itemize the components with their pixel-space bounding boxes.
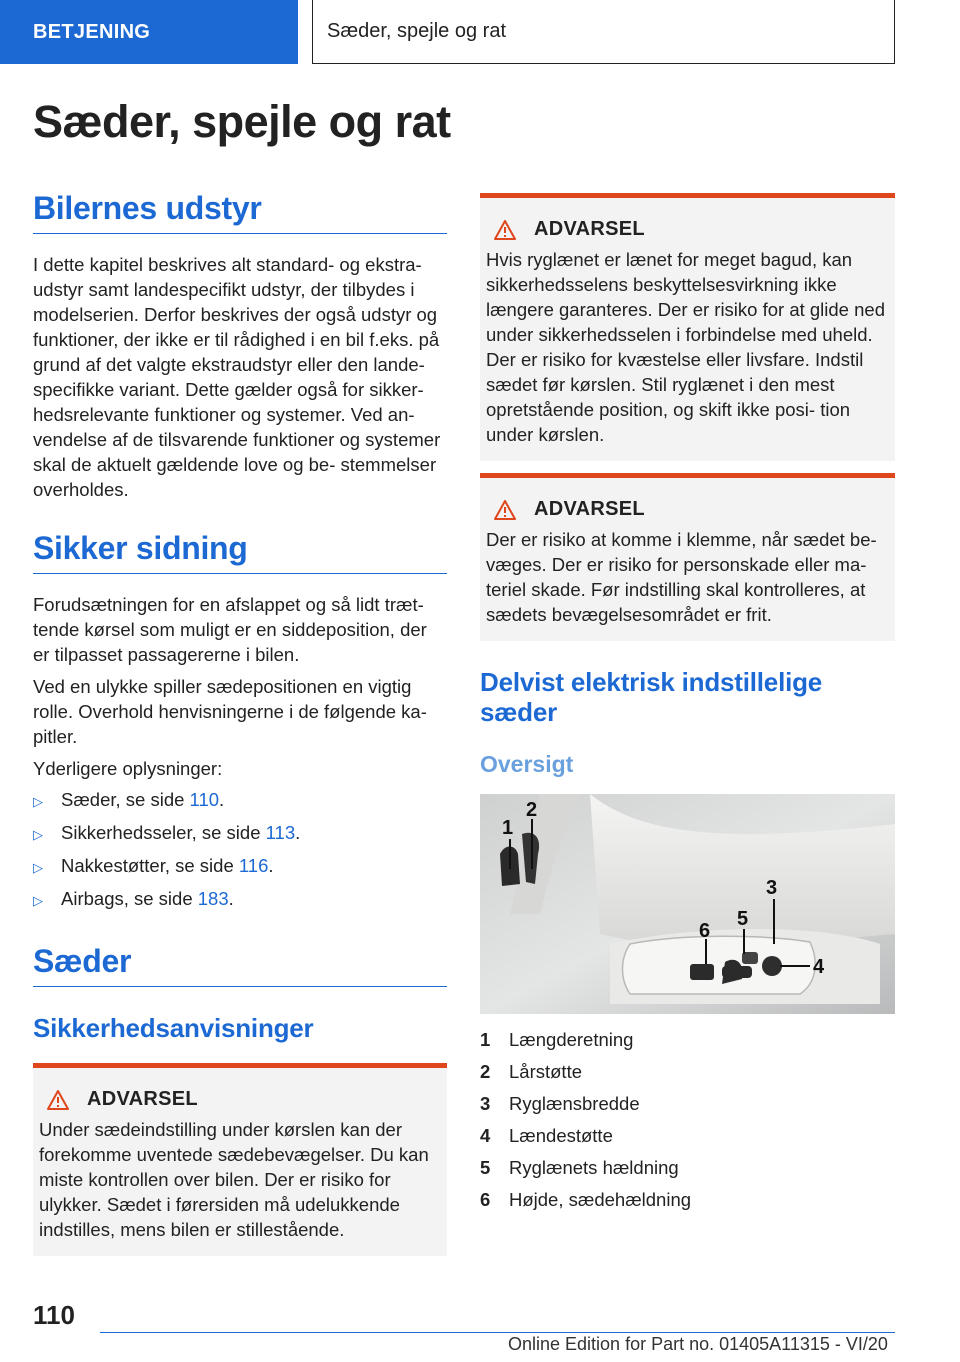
- warning-title: ADVARSEL: [534, 498, 645, 520]
- legend-label: Højde, sædehældning: [509, 1189, 692, 1210]
- triangle-bullet-icon: ▷: [33, 893, 43, 908]
- callout-4: 4: [813, 956, 825, 978]
- header-chapter-title: [312, 0, 895, 64]
- warning-text: Under sædeindstilling under kørslen kan der forekomme uventede sædebevægelser. Du kan miste kontrollen over bilen. Der er risiko for ulykker. Sædet i førersiden må udelukkende indstilles, mens bilen er stillestående.: [39, 1119, 429, 1240]
- legend-number: 6: [480, 1189, 491, 1210]
- reference-list: [33, 787, 447, 913]
- warning-text: Der er risiko at komme i klemme, når sædet be- væges. Der er risiko for personskade eller ma- teriel skade. Før indstilling skal kontrolleres, at sædets bevægelsesområdet er frit.: [486, 529, 877, 625]
- page-link[interactable]: 183: [197, 888, 229, 909]
- heading-sikker-sidning: Sikker sidning: [33, 530, 447, 574]
- legend-label: Lårstøtte: [509, 1061, 582, 1082]
- heading-sikkerhedsanvisninger: Sikkerhedsanvisninger: [33, 1013, 314, 1043]
- heading-delvist-elektrisk: Delvist elektrisk indstillelige sæder: [480, 667, 823, 727]
- right-column: [480, 193, 895, 1216]
- sidning-paragraph-2: Ved en ulykke spiller sædepositionen en vigtig rolle. Overhold henvisningerne i de følgende ka- pitler.: [33, 676, 427, 747]
- callout-3: 3: [766, 877, 778, 899]
- left-column: [33, 190, 447, 1256]
- page-link[interactable]: 110: [189, 789, 220, 810]
- warning-box: [33, 1063, 447, 1256]
- list-item-text: Sæder, se side: [61, 789, 190, 810]
- header-chapter-text: Sæder, spejle og rat: [327, 20, 506, 42]
- sidning-paragraph-1: Forudsætningen for en afslappet og så lidt træt- tende kørsel som muligt er en siddeposition, der er tilpasset passagererne i bilen.: [33, 594, 427, 665]
- list-item-text: Airbags, se side: [61, 888, 198, 909]
- warning-triangle-icon: [494, 220, 516, 240]
- warning-title: ADVARSEL: [534, 218, 645, 240]
- legend-label: Ryglænets hældning: [509, 1157, 679, 1178]
- callout-5: 5: [737, 908, 749, 930]
- legend-label: Ryglænsbredde: [509, 1093, 640, 1114]
- seat-controls-image: [480, 794, 895, 1014]
- list-item: [480, 1056, 895, 1088]
- header-section-label: BETJENING: [0, 0, 298, 64]
- warning-box: [480, 193, 895, 461]
- triangle-bullet-icon: ▷: [33, 827, 43, 842]
- udstyr-paragraph: I dette kapitel beskrives alt standard- og ekstra- udstyr samt landespecifikt udstyr, der tilbydes i modelserien. Derfor beskrives der også udstyr og funktioner, der ikke er til rådighed i en bil f.eks. på grund af det valgte ekstraudstyr eller den lande- specifikke variant. Dette gælder også for sikker- hedsrelevante funktioner og systemer. Ved an- vendelse af de tilsvarende funktioner og systemer skal de aktuelt gældende love og be- stemmelser overholdes.: [33, 254, 441, 500]
- legend-number: 2: [480, 1061, 491, 1082]
- triangle-bullet-icon: ▷: [33, 794, 43, 809]
- list-item: [480, 1088, 895, 1120]
- legend-label: Længderetning: [509, 1029, 634, 1050]
- list-item: [480, 1024, 895, 1056]
- warning-triangle-icon: [47, 1090, 69, 1110]
- list-item: [480, 1184, 895, 1216]
- list-item: ▷ Sæder, se side 110.: [33, 787, 447, 814]
- legend-number: 4: [480, 1125, 491, 1146]
- legend-number: 3: [480, 1093, 491, 1114]
- callout-1: 1: [502, 817, 514, 839]
- heading-saeder: Sæder: [33, 943, 447, 987]
- page-number: 110: [33, 1300, 75, 1330]
- warning-triangle-icon: [494, 500, 516, 520]
- legend-label: Lændestøtte: [509, 1125, 613, 1146]
- heading-oversigt: Oversigt: [480, 751, 574, 777]
- footer-divider: [100, 1332, 895, 1333]
- legend-number: 1: [480, 1029, 491, 1050]
- warning-text: Hvis ryglænet er lænet for meget bagud, kan sikkerhedsselens beskyttelsesvirkning ikke længere garanteres. Der er risiko for at glide ned under sikkerhedsselen i forbindelse med uheld. Der er risiko for kvæstelse eller livsfare. Indstil sædet før kørslen. Stil ryglænet i den mest opretstående position, og skift ikke posi- tion under kørslen.: [486, 249, 885, 445]
- legend-number: 5: [480, 1157, 491, 1178]
- callout-6: 6: [699, 920, 711, 942]
- heading-bilernes-udstyr: Bilernes udstyr: [33, 190, 447, 234]
- page-title: Sæder, spejle og rat: [33, 96, 451, 147]
- footer-edition: Online Edition for Part no. 01405A11315 - VI/20: [508, 1334, 888, 1354]
- triangle-bullet-icon: ▷: [33, 860, 43, 875]
- list-item: ▷ Airbags, se side 183.: [33, 886, 447, 913]
- warning-box: [480, 473, 895, 641]
- page-link[interactable]: 113: [265, 822, 296, 843]
- list-item: [480, 1120, 895, 1152]
- callout-2: 2: [526, 799, 538, 821]
- list-item: ▷ Sikkerhedsseler, se side 113.: [33, 820, 447, 847]
- list-item: ▷ Nakkestøtter, se side 116.: [33, 853, 447, 880]
- legend-list: [480, 1024, 895, 1216]
- list-item-text: Nakkestøtter, se side: [61, 855, 239, 876]
- list-item: [480, 1152, 895, 1184]
- sidning-paragraph-3: Yderligere oplysninger:: [33, 758, 223, 779]
- list-item-text: Sikkerhedsseler, se side: [61, 822, 266, 843]
- page-link[interactable]: 116: [238, 855, 269, 876]
- warning-title: ADVARSEL: [87, 1088, 198, 1110]
